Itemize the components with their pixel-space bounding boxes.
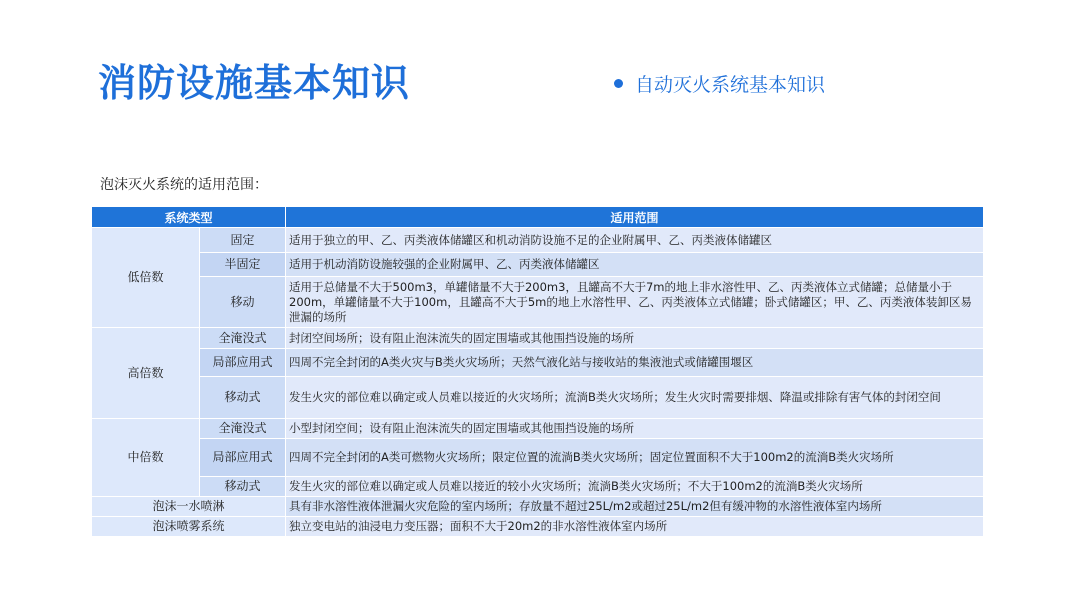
category-low: 低倍数 [92,228,200,328]
table-row [92,277,984,328]
table-row [92,253,984,277]
table-row [92,477,984,497]
table-row [92,377,984,419]
section-subtitle: 自动灭火系统基本知识 [635,74,826,96]
category-mid: 中倍数 [92,419,200,497]
type-cell: 局部应用式 [200,349,286,377]
type-cell: 固定 [200,228,286,253]
type-cell: 全淹没式 [200,419,286,439]
type-cell: 全淹没式 [200,328,286,349]
type-cell: 局部应用式 [200,439,286,477]
desc-cell: 发生火灾的部位难以确定或人员难以接近的火灾场所；流淌B类火灾场所；发生火灾时需要排烟、降温或排除有害气体的封闭空间 [286,377,984,419]
table-row [92,228,984,253]
foam-system-table [91,206,984,537]
table-row [92,497,984,517]
category-foam-mist: 泡沫喷雾系统 [92,517,286,537]
section-heading [614,70,825,97]
page-title: 消防设施基本知识 [98,61,411,105]
type-cell: 移动 [200,277,286,328]
header-system-type: 系统类型 [92,207,286,228]
desc-cell: 独立变电站的油浸电力变压器；面积不大于20m2的非水溶性液体室内场所 [286,517,984,537]
desc-cell: 具有非水溶性液体泄漏火灾危险的室内场所；存放量不超过25L/m2或超过25L/m2但有缓冲物的水溶性液体室内场所 [286,497,984,517]
desc-cell: 小型封闭空间；设有阻止泡沫流失的固定围墙或其他围挡设施的场所 [286,419,984,439]
category-foam-water-spray: 泡沫一水喷淋 [92,497,286,517]
type-cell: 移动式 [200,477,286,497]
table-row [92,419,984,439]
desc-cell: 发生火灾的部位难以确定或人员难以接近的较小火灾场所；流淌B类火灾场所；不大于100m2的流淌B类火灾场所 [286,477,984,497]
desc-cell: 四周不完全封闭的A类火灾与B类火灾场所；天然气液化站与接收站的集液池式或储罐围堰区 [286,349,984,377]
intro-text: 泡沫灭火系统的适用范围： [100,177,268,193]
table-row [92,439,984,477]
header-scope: 适用范围 [286,207,984,228]
type-cell: 半固定 [200,253,286,277]
desc-cell: 适用于机动消防设施较强的企业附属甲、乙、丙类液体储罐区 [286,253,984,277]
category-high: 高倍数 [92,328,200,419]
desc-cell: 适用于独立的甲、乙、丙类液体储罐区和机动消防设施不足的企业附属甲、乙、丙类液体储罐区 [286,228,984,253]
type-cell: 移动式 [200,377,286,419]
table-row [92,328,984,349]
bullet-dot-icon [614,79,623,88]
table-header-row [92,207,984,228]
desc-cell: 封闭空间场所；设有阻止泡沫流失的固定围墙或其他围挡设施的场所 [286,328,984,349]
table-row [92,349,984,377]
desc-cell: 适用于总储量不大于500m3，单罐储量不大于200m3，且罐高不大于7m的地上非水溶性甲、乙、丙类液体立式储罐；总储量小于200m，单罐储量不大于100m，且罐高不大于5m的地上水溶性甲、乙、丙类液体立式储罐；卧式储罐区；甲、乙、丙类液体装卸区易泄漏的场所 [286,277,984,328]
table-row [92,517,984,537]
desc-cell: 四周不完全封闭的A类可燃物火灾场所；限定位置的流淌B类火灾场所；固定位置面积不大于100m2的流淌B类火灾场所 [286,439,984,477]
